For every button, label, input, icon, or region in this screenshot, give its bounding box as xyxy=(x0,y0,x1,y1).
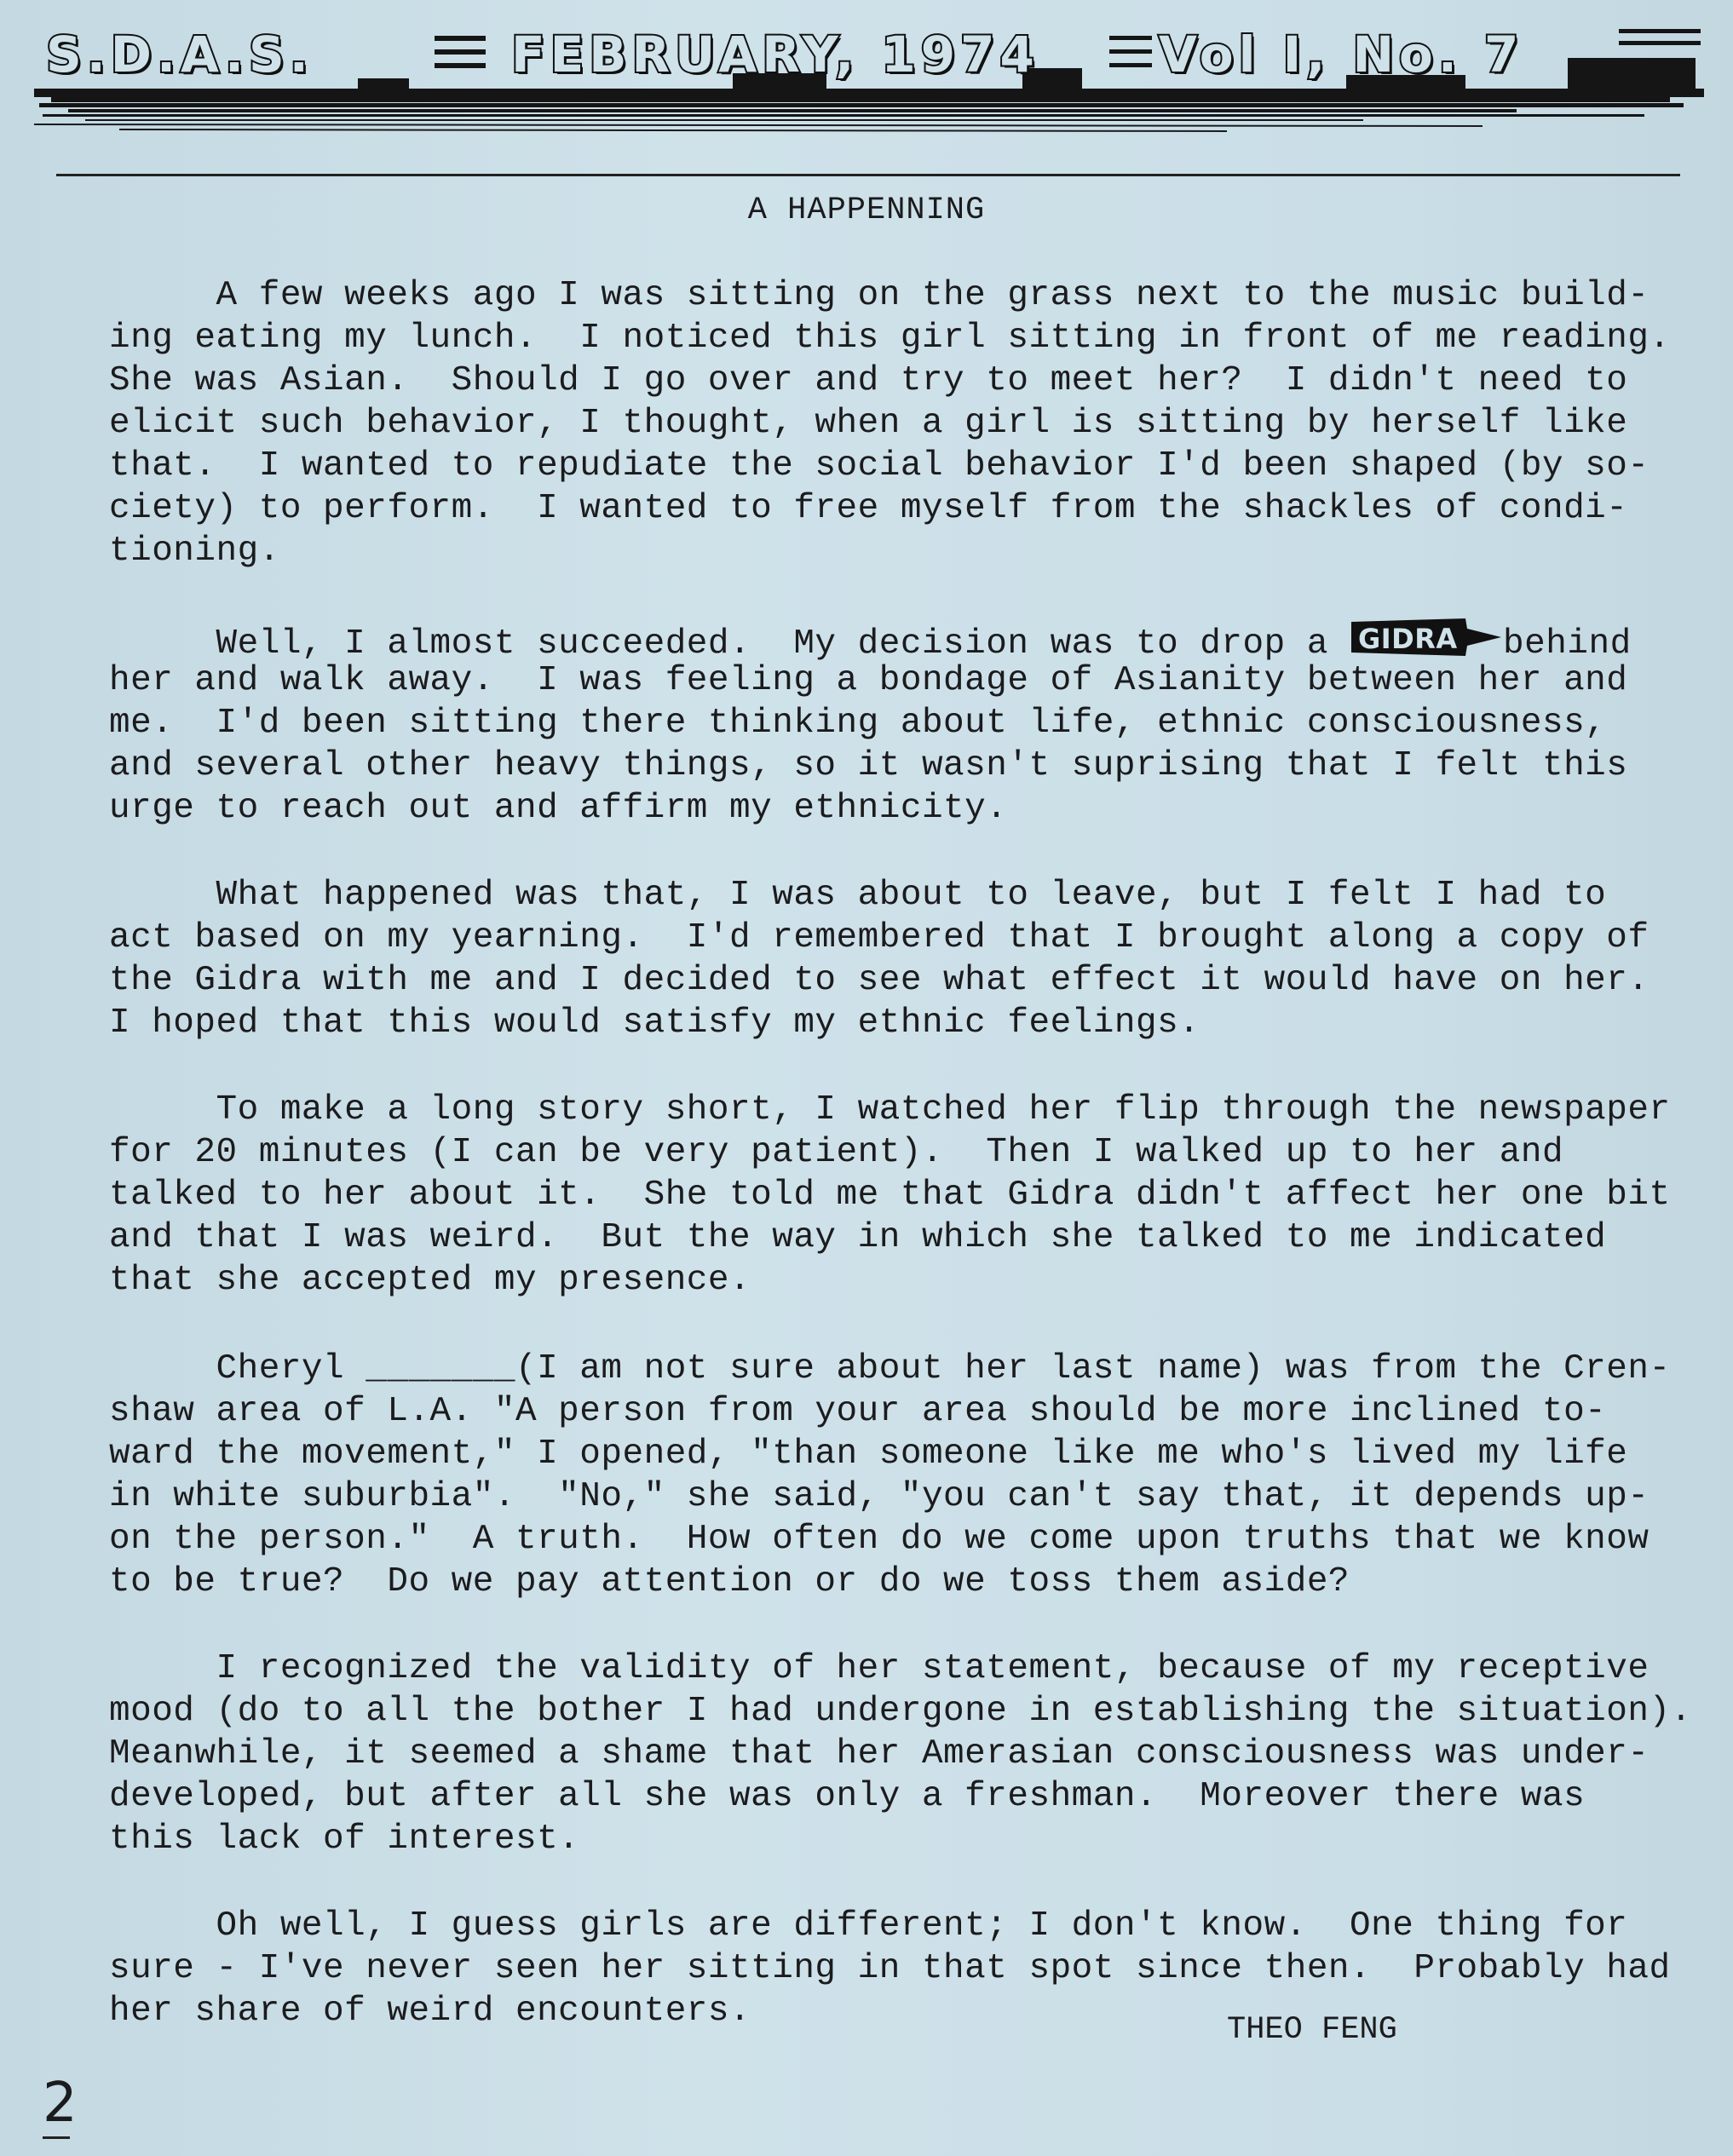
text-line: me. I'd been sitting there thinking about life, ethnic consciousness, xyxy=(109,704,1607,743)
text-line xyxy=(109,617,1694,664)
text-line: that she accepted my presence. xyxy=(109,1261,751,1300)
text-line: urge to reach out and affirm my ethnicity. xyxy=(109,789,1008,828)
masthead-org: S.D.A.S. xyxy=(46,26,314,83)
text-line: for 20 minutes (I can be very patient). Then I walked up to her and xyxy=(109,1133,1564,1172)
text-line: the Gidra with me and I decided to see what effect it would have on her. xyxy=(109,961,1650,1000)
header-rule xyxy=(56,174,1680,176)
text-line: elicit such behavior, I thought, when a girl is sitting by herself like xyxy=(109,404,1628,443)
text-line: A few weeks ago I was sitting on the grass next to the music build- xyxy=(109,276,1650,315)
paragraph-4 xyxy=(109,1089,1694,1302)
article-title: A HAPPENNING xyxy=(747,193,986,228)
text-line: What happened was that, I was about to leave, but I felt I had to xyxy=(109,876,1607,915)
text-line: this lack of interest. xyxy=(109,1820,580,1859)
masthead-volume: Vol I, No. 7 xyxy=(1159,26,1524,83)
text-line: to be true? Do we pay attention or do we toss them aside? xyxy=(109,1562,1350,1601)
paragraph-7 xyxy=(109,1905,1694,2032)
text-line: talked to her about it. She told me that Gidra didn't affect her one bit xyxy=(109,1176,1671,1215)
page-number: 2 xyxy=(43,2072,78,2135)
text-line: her share of weird encounters. xyxy=(109,1992,751,2031)
text-line: ing eating my lunch. I noticed this girl sitting in front of me reading. xyxy=(109,319,1671,358)
masthead xyxy=(34,17,1704,136)
text-line: tioning. xyxy=(109,532,280,571)
text-line: Meanwhile, it seemed a shame that her Amerasian consciousness was under- xyxy=(109,1734,1650,1774)
text-line: and that I was weird. But the way in which she talked to me indicated xyxy=(109,1218,1607,1257)
text-line: Oh well, I guess girls are different; I don't know. One thing for xyxy=(109,1906,1628,1946)
text-line: her and walk away. I was feeling a bondage of Asianity between her and xyxy=(109,661,1628,700)
text-line: sure - I've never seen her sitting in that spot since then. Probably had xyxy=(109,1949,1671,1988)
text-line: mood (do to all the bother I had undergone in establishing the situation). xyxy=(109,1692,1692,1731)
text-line: that. I wanted to repudiate the social behavior I'd been shaped (by so- xyxy=(109,446,1650,486)
text-line: She was Asian. Should I go over and try to meet her? I didn't need to xyxy=(109,361,1628,400)
text-line: I recognized the validity of her statement, because of my receptive xyxy=(109,1649,1650,1688)
text-line: on the person." A truth. How often do we come upon truths that we know xyxy=(109,1520,1650,1559)
paragraph-6 xyxy=(109,1647,1694,1860)
gidra-logo-text: GIDRA xyxy=(1358,623,1458,655)
text-line: ward the movement," I opened, "than someone like me who's lived my life xyxy=(109,1434,1628,1474)
masthead-date: FEBRUARY, 1974 xyxy=(511,26,1039,83)
author-signature: THEO FENG xyxy=(1227,2012,1397,2048)
text-line: developed, but after all she was only a freshman. Moreover there was xyxy=(109,1777,1586,1816)
paragraph-2 xyxy=(109,617,1694,830)
paragraph-1 xyxy=(109,274,1694,572)
text-line: Cheryl _______(I am not sure about her last name) was from the Cren- xyxy=(109,1349,1671,1388)
page-number-underline xyxy=(43,2136,70,2139)
paragraph-5 xyxy=(109,1348,1694,1603)
text-line: and several other heavy things, so it wasn't suprising that I felt this xyxy=(109,746,1628,785)
text-line: act based on my yearning. I'd remembered that I brought along a copy of xyxy=(109,918,1650,957)
text-line: ciety) to perform. I wanted to free myself from the shackles of condi- xyxy=(109,489,1628,528)
text-line: I hoped that this would satisfy my ethnic feelings. xyxy=(109,1003,1200,1043)
text-line: To make a long story short, I watched her flip through the newspaper xyxy=(109,1090,1671,1130)
text-line: in white suburbia". "No," she said, "you can't say that, it depends up- xyxy=(109,1477,1650,1516)
text-segment: Well, I almost succeeded. My decision was to drop a xyxy=(109,624,1350,664)
text-segment: behind xyxy=(1503,624,1632,664)
paragraph-3 xyxy=(109,874,1694,1044)
text-line: shaw area of L.A. "A person from your area should be more inclined to- xyxy=(109,1392,1607,1431)
